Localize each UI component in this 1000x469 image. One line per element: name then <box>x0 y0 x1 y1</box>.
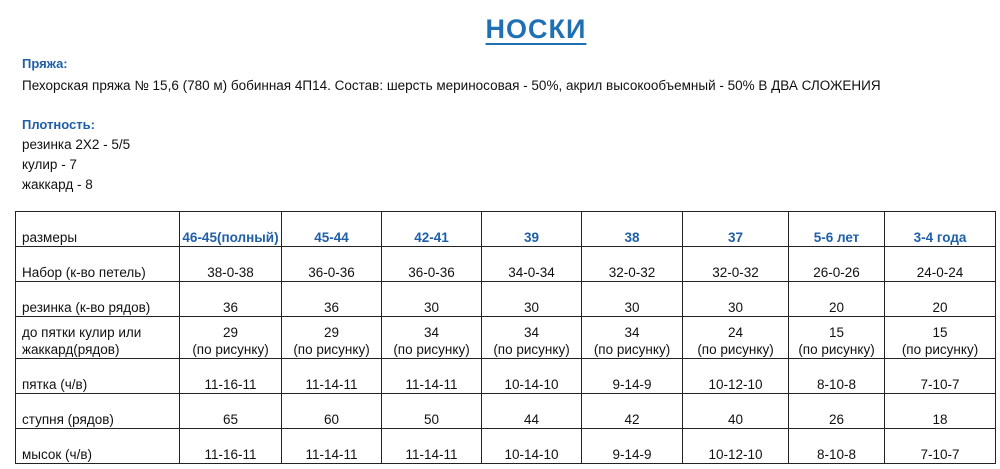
table-cell: 11-16-11 <box>180 429 282 464</box>
table-cell: 36-0-36 <box>282 247 382 282</box>
cell-value: 34 <box>523 325 540 340</box>
yarn-heading: Пряжа: <box>22 56 68 71</box>
size-header: 46-45(полный) <box>180 212 282 247</box>
table-cell <box>482 317 582 359</box>
table-cell: 40 <box>683 394 789 429</box>
row-label <box>16 317 180 359</box>
table-cell <box>180 317 282 359</box>
header-label-cell: размеры <box>16 212 180 247</box>
table-cell: 24-0-24 <box>885 247 996 282</box>
table-header-row <box>16 212 996 247</box>
density-line-stockinette: кулир - 7 <box>22 157 77 172</box>
size-header: 45-44 <box>282 212 382 247</box>
table-cell: 60 <box>282 394 382 429</box>
cell-note: (по рисунку) <box>493 342 570 357</box>
row-label: мысок (ч/в) <box>16 429 180 464</box>
table-cell: 11-16-11 <box>180 359 282 394</box>
cell-note: (по рисунку) <box>901 342 979 357</box>
table-cell: 7-10-7 <box>885 359 996 394</box>
cell-value: 34 <box>423 325 440 340</box>
cell-value: 15 <box>828 325 845 340</box>
cell-value: 29 <box>222 325 239 340</box>
table-cell: 34-0-34 <box>482 247 582 282</box>
table-cell <box>789 317 885 359</box>
table-cell: 7-10-7 <box>885 429 996 464</box>
table-cell: 32-0-32 <box>582 247 683 282</box>
table-cell: 42 <box>582 394 683 429</box>
table-cell: 20 <box>885 282 996 317</box>
cell-note: (по рисунку) <box>293 342 370 357</box>
table-cell <box>683 317 789 359</box>
table-cell: 10-14-10 <box>482 359 582 394</box>
table-cell: 18 <box>885 394 996 429</box>
density-line-jacquard: жаккард - 8 <box>22 177 93 192</box>
table-row <box>16 282 996 317</box>
table-cell: 30 <box>382 282 482 317</box>
table-cell: 8-10-8 <box>789 429 885 464</box>
row-label-line: жаккард(рядов) <box>22 342 120 357</box>
table-cell: 38-0-38 <box>180 247 282 282</box>
row-label: пятка (ч/в) <box>16 359 180 394</box>
table-cell: 9-14-9 <box>582 429 683 464</box>
table-cell: 11-14-11 <box>382 429 482 464</box>
table-cell <box>282 317 382 359</box>
table-cell: 36 <box>180 282 282 317</box>
table-row <box>16 394 996 429</box>
table-cell: 10-12-10 <box>683 429 789 464</box>
cell-note: (по рисунку) <box>697 342 774 357</box>
table-cell: 44 <box>482 394 582 429</box>
cell-note: (по рисунку) <box>593 342 671 357</box>
table-cell: 11-14-11 <box>282 359 382 394</box>
table-cell: 32-0-32 <box>683 247 789 282</box>
size-header: 39 <box>482 212 582 247</box>
table-cell: 26 <box>789 394 885 429</box>
density-heading: Плотность: <box>22 117 95 132</box>
size-header: 3-4 года <box>885 212 996 247</box>
table-row <box>16 317 996 359</box>
table-cell: 10-12-10 <box>683 359 789 394</box>
table-row <box>16 247 996 282</box>
row-label: ступня (рядов) <box>16 394 180 429</box>
table-cell: 50 <box>382 394 482 429</box>
table-row <box>16 359 996 394</box>
table-cell: 30 <box>482 282 582 317</box>
table-cell: 30 <box>683 282 789 317</box>
density-line-rib: резинка 2Х2 - 5/5 <box>22 137 131 152</box>
page-title: НОСКИ <box>485 14 587 44</box>
sock-specs-table <box>15 211 996 464</box>
size-header: 42-41 <box>382 212 482 247</box>
table-row <box>16 429 996 464</box>
table-cell: 11-14-11 <box>282 429 382 464</box>
size-header: 38 <box>582 212 683 247</box>
cell-value: 29 <box>323 325 340 340</box>
row-label-line: до пятки кулир или <box>22 325 142 340</box>
cell-value: 24 <box>727 325 744 340</box>
table-cell: 65 <box>180 394 282 429</box>
table-cell: 26-0-26 <box>789 247 885 282</box>
size-header: 5-6 лет <box>789 212 885 247</box>
cell-value: 15 <box>932 325 948 340</box>
cell-value: 34 <box>624 325 640 340</box>
table-cell: 36-0-36 <box>382 247 482 282</box>
table-cell: 36 <box>282 282 382 317</box>
cell-note: (по рисунку) <box>192 342 269 357</box>
table-cell <box>382 317 482 359</box>
row-label: Набор (к-во петель) <box>16 247 180 282</box>
size-header: 37 <box>683 212 789 247</box>
table-cell: 30 <box>582 282 683 317</box>
cell-note: (по рисунку) <box>393 342 470 357</box>
table-cell <box>582 317 683 359</box>
yarn-description: Пехорская пряжа № 15,6 (780 м) бобинная 4П14. Состав: шерсть мериносовая - 50%, акрил высокообъемный - 50% В ДВА СЛОЖЕНИЯ <box>22 78 881 93</box>
cell-note: (по рисунку) <box>798 342 875 357</box>
table-cell <box>885 317 996 359</box>
table-cell: 9-14-9 <box>582 359 683 394</box>
table-cell: 20 <box>789 282 885 317</box>
table-cell: 10-14-10 <box>482 429 582 464</box>
table-cell: 11-14-11 <box>382 359 482 394</box>
row-label: резинка (к-во рядов) <box>16 282 180 317</box>
table-cell: 8-10-8 <box>789 359 885 394</box>
